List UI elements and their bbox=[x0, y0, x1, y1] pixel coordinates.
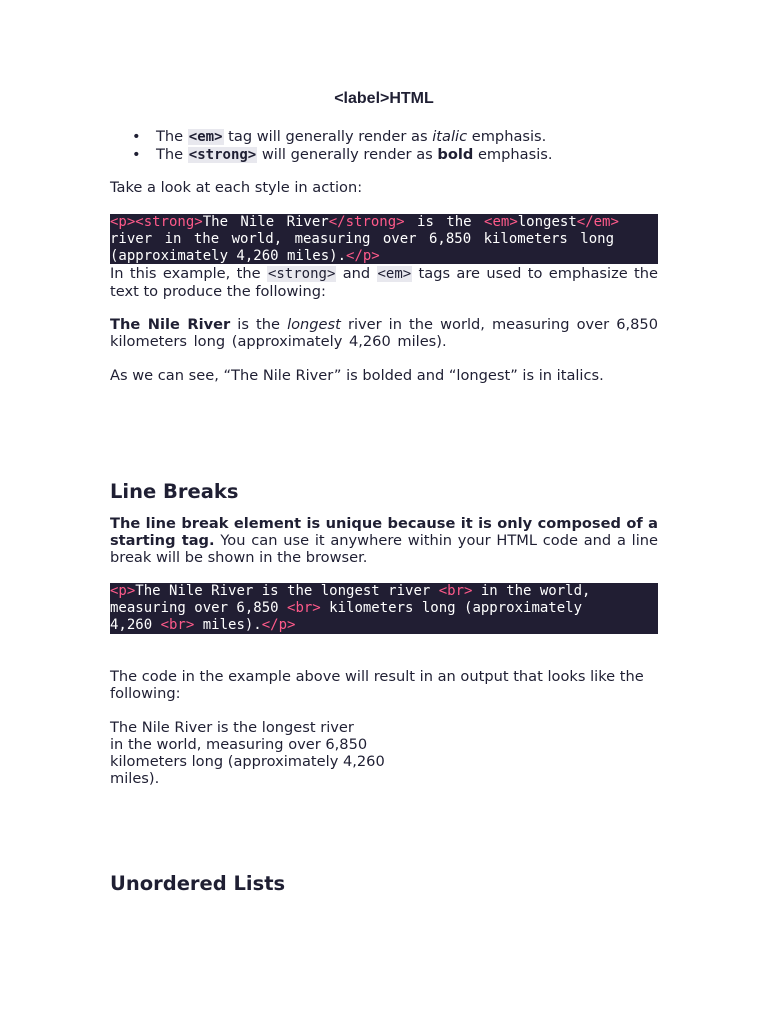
code-line bbox=[110, 617, 658, 634]
bold-example: bold bbox=[437, 146, 474, 163]
output-line: miles). bbox=[110, 770, 160, 787]
code-tag: </strong> bbox=[328, 214, 405, 230]
code-text: measuring over 6,850 bbox=[110, 600, 288, 616]
code-line bbox=[110, 214, 658, 231]
inline-code: <em> bbox=[377, 266, 412, 282]
output-intro: The code in the example above will result in an output that looks like the following: bbox=[110, 668, 644, 702]
code-tag: </em> bbox=[576, 214, 619, 230]
section-heading-line-breaks: Line Breaks bbox=[110, 480, 239, 503]
line-break-lead: The line break element is unique because it is only composed of a starting tag. You can use it anywhere within your HTML code and a line break will be shown in the browser. bbox=[110, 515, 658, 566]
code-text: longest bbox=[517, 214, 577, 230]
inline-code: <strong> bbox=[188, 147, 257, 163]
code-tag: <em> bbox=[484, 214, 518, 230]
conclusion-text: As we can see, “The Nile River” is bolded and “longest” is in italics. bbox=[110, 367, 604, 384]
code-text: The Nile River is the longest river bbox=[135, 583, 439, 599]
output-line: kilometers long (approximately 4,260 bbox=[110, 753, 385, 770]
code-text: 4,260 bbox=[110, 617, 161, 633]
code-line: river in the world, measuring over 6,850 kilometers long bbox=[110, 231, 615, 247]
code-text: The Nile River bbox=[202, 214, 329, 230]
code-text: kilometers long (approximately bbox=[320, 600, 583, 616]
code-block-line-breaks bbox=[110, 583, 658, 634]
code-tag: <p><strong> bbox=[110, 214, 203, 230]
output-line: The Nile River is the longest river bbox=[110, 719, 354, 736]
code-block-emphasis bbox=[110, 214, 658, 264]
code-text: in the world, bbox=[472, 583, 591, 599]
line-break-output bbox=[110, 719, 658, 787]
code-text: miles). bbox=[194, 617, 262, 633]
section-heading-unordered-lists: Unordered Lists bbox=[110, 872, 286, 895]
example-paragraph: In this example, the <strong> and <em> tags are used to emphasize the text to produce the following: bbox=[110, 265, 658, 300]
code-text: is the bbox=[404, 214, 485, 230]
code-line: (approximately 4,260 miles).</p> bbox=[110, 248, 380, 264]
page-title: <label>HTML bbox=[334, 90, 434, 107]
code-tag: <p> bbox=[110, 583, 136, 599]
code-tag: </p> bbox=[346, 248, 380, 264]
inline-code: <strong> bbox=[267, 266, 336, 282]
output-line: in the world, measuring over 6,850 bbox=[110, 736, 368, 753]
rendered-example: The Nile River is the longest river in the world, measuring over 6,850 kilometers long (approximately 4,260 miles). bbox=[110, 316, 658, 350]
code-line bbox=[110, 600, 658, 617]
list-item: • The <strong> will generally render as bold emphasis. bbox=[110, 146, 670, 164]
code-line bbox=[110, 583, 658, 600]
intro-text: Take a look at each style in action: bbox=[110, 179, 363, 196]
code-tag: <br> bbox=[160, 617, 195, 633]
italic-example: italic bbox=[432, 128, 468, 145]
code-tag: </p> bbox=[261, 617, 296, 633]
code-tag: <br> bbox=[438, 583, 473, 599]
emphasis-bullet-list bbox=[110, 128, 670, 164]
inline-code: <em> bbox=[188, 129, 223, 145]
list-item: • The <em> tag will generally render as italic emphasis. bbox=[110, 128, 670, 146]
code-tag: <br> bbox=[287, 600, 321, 616]
